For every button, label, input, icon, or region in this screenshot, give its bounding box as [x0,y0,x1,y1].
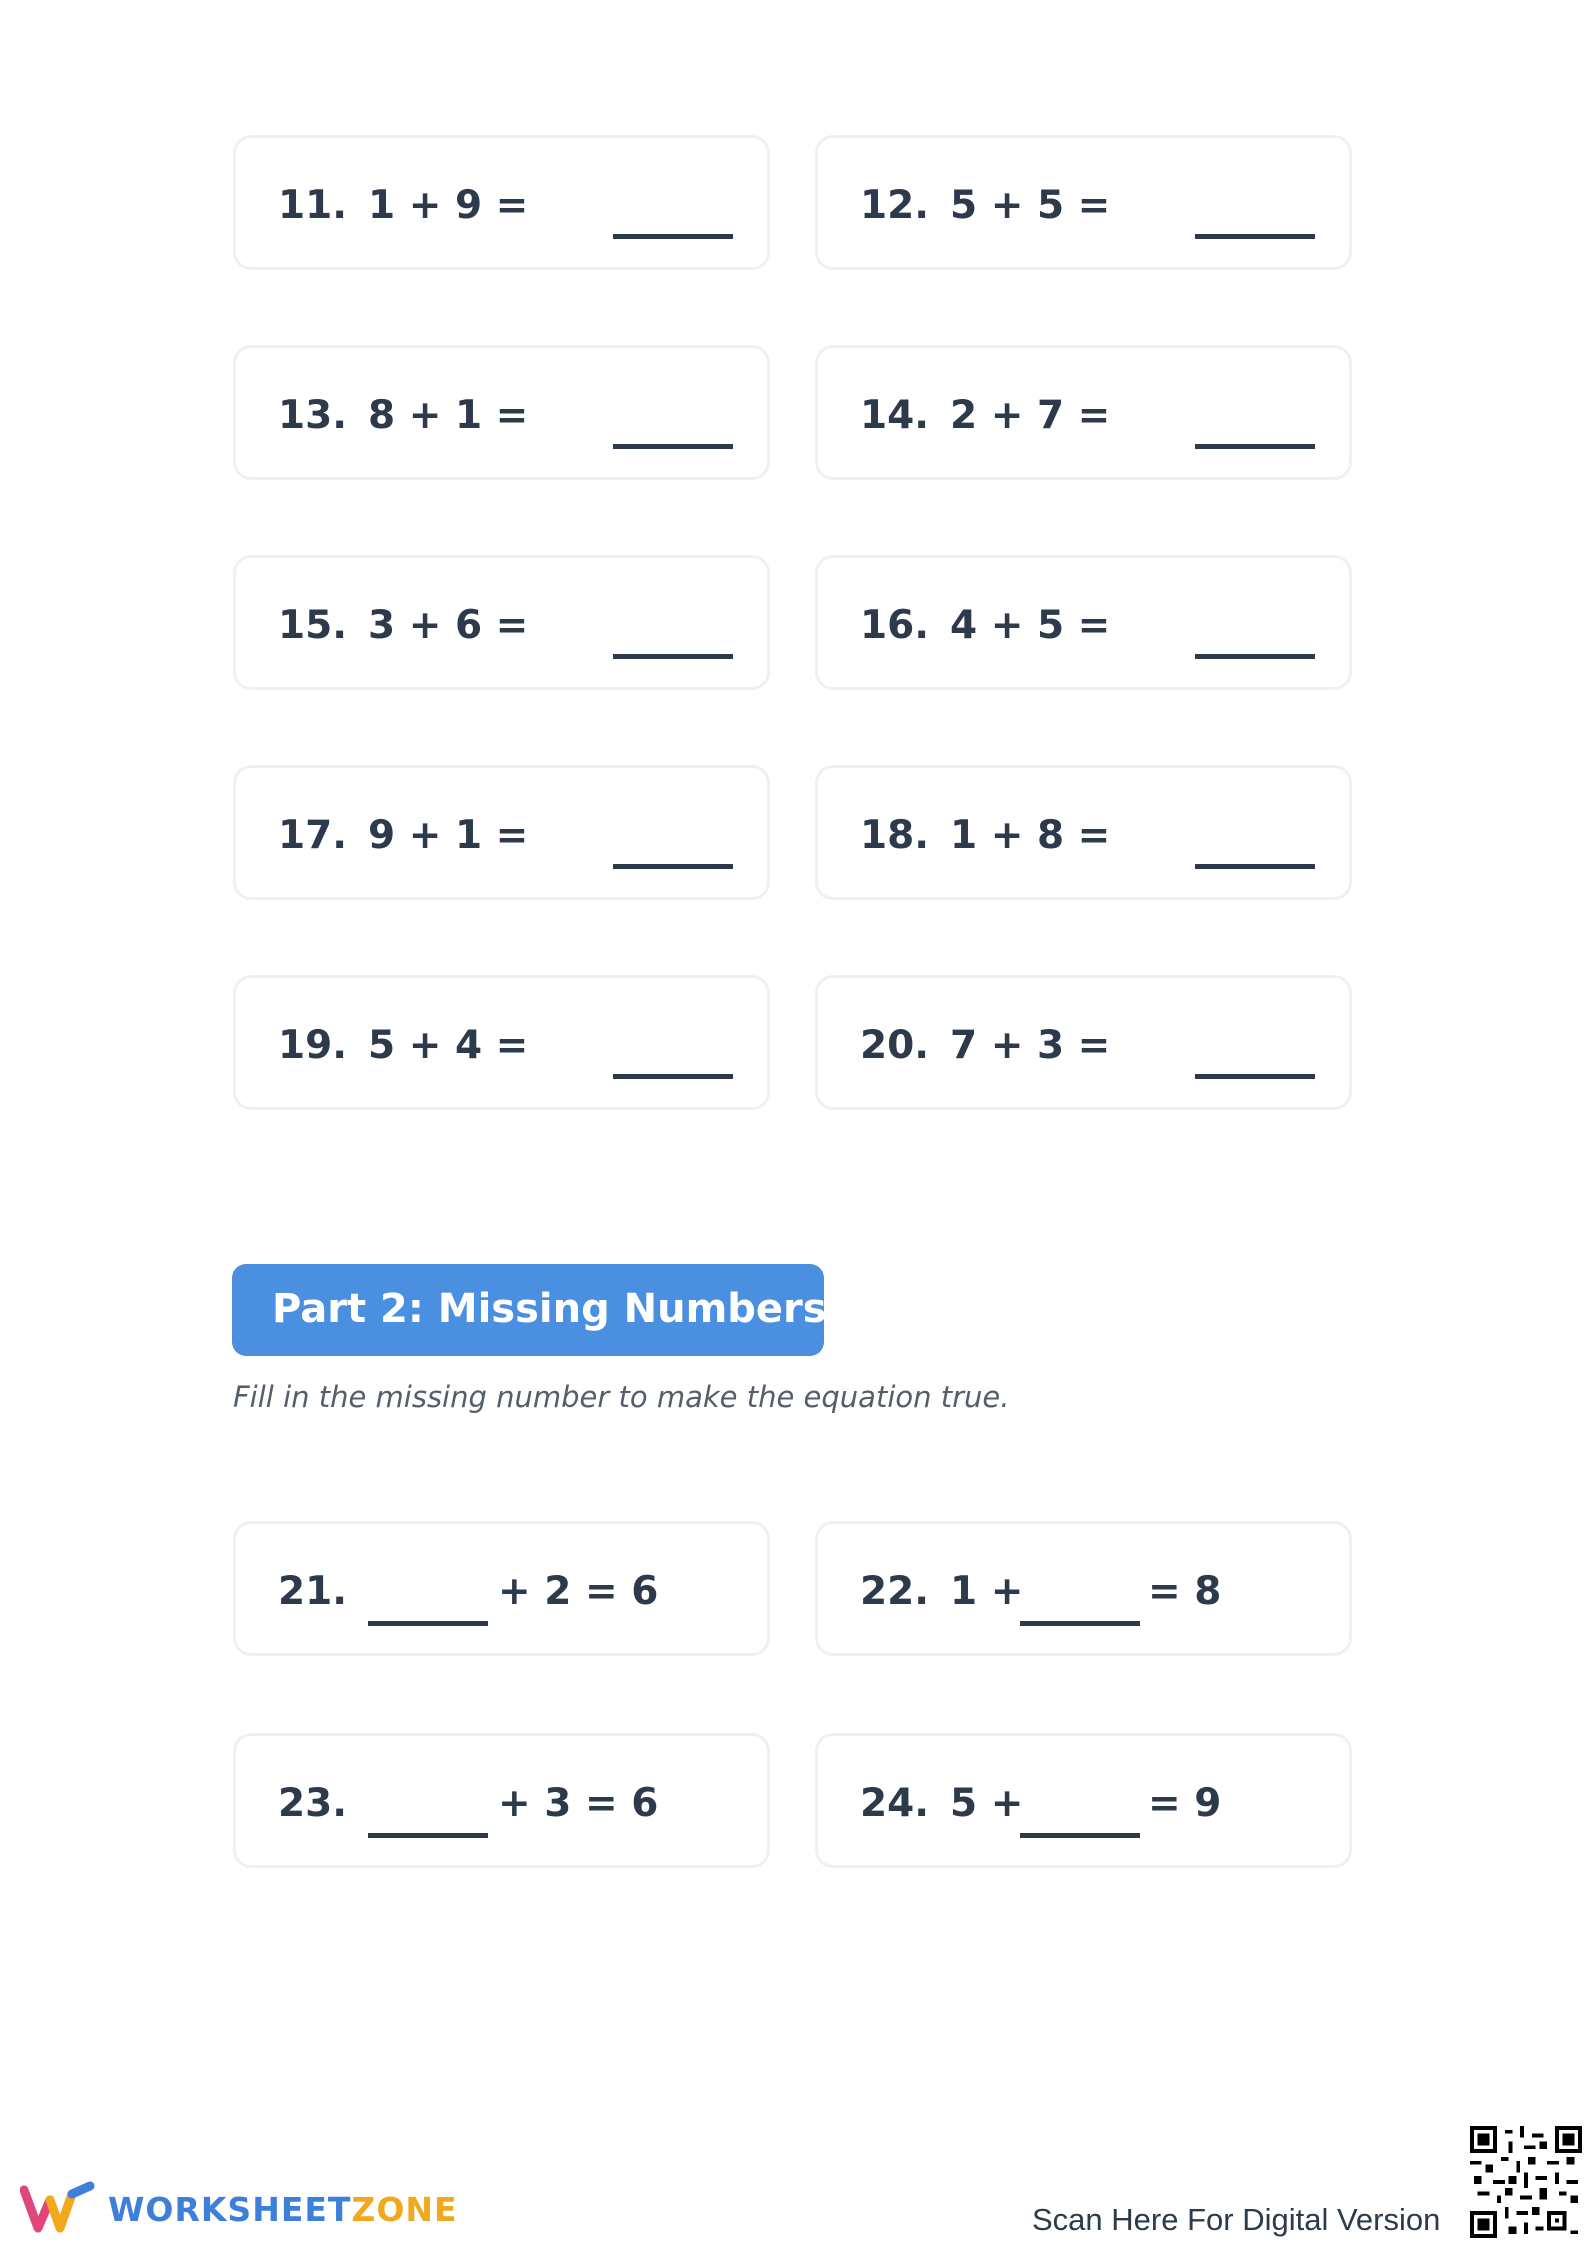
problem-card [233,345,770,480]
problem-card [233,555,770,690]
problem-card [233,135,770,270]
answer-blank[interactable] [1195,234,1315,239]
problem-expression: 3 + 6 = [368,603,529,648]
problem-number: 15. [278,603,348,648]
problem-number: 20. [860,1023,930,1068]
problem-number: 16. [860,603,930,648]
problem-number: 19. [278,1023,348,1068]
problem-expression: 5 + 4 = [368,1023,529,1068]
problem-expression: 4 + 5 = [950,603,1111,648]
answer-blank[interactable] [1195,444,1315,449]
answer-blank[interactable] [1020,1621,1140,1626]
answer-blank[interactable] [613,1074,733,1079]
section-header [232,1264,827,1356]
problem-card [815,345,1352,480]
section-instructions: Fill in the missing number to make the equation true. [233,1380,1010,1414]
answer-blank[interactable] [1195,864,1315,869]
answer-blank[interactable] [613,234,733,239]
problem-number: 14. [860,393,930,438]
problem-expression: 7 + 3 = [950,1023,1111,1068]
answer-blank[interactable] [613,864,733,869]
missing-number-card [233,1521,770,1656]
problem-number: 11. [278,183,348,228]
problem-card [815,765,1352,900]
answer-blank[interactable] [1195,654,1315,659]
brand-name-part1: WORKSHEET [108,2190,352,2229]
problem-number: 17. [278,813,348,858]
missing-number-card [233,1733,770,1868]
worksheetzone-logo-icon [20,2180,100,2235]
qr-code-icon[interactable] [1470,2126,1582,2238]
problem-number: 21. [278,1569,348,1614]
scan-text: Scan Here For Digital Version [1032,2202,1441,2237]
problem-expression-before: 1 + [950,1569,1024,1614]
problem-number: 12. [860,183,930,228]
answer-blank[interactable] [1020,1833,1140,1838]
problem-card [815,135,1352,270]
problem-expression: 1 + 8 = [950,813,1111,858]
problem-card [233,765,770,900]
problem-expression: 8 + 1 = [368,393,529,438]
problem-card [815,975,1352,1110]
problem-expression-after: + 3 = 6 [498,1781,659,1826]
brand-name [108,2190,458,2230]
problem-expression: 1 + 9 = [368,183,529,228]
problem-expression-after: + 2 = 6 [498,1569,659,1614]
brand-name-part2: ZONE [351,2190,458,2229]
problem-card [815,555,1352,690]
answer-blank[interactable] [613,444,733,449]
answer-blank[interactable] [1195,1074,1315,1079]
problem-number: 13. [278,393,348,438]
problem-expression: 9 + 1 = [368,813,529,858]
problem-number: 22. [860,1569,930,1614]
problem-expression: 5 + 5 = [950,183,1111,228]
missing-number-card [815,1733,1352,1868]
problem-number: 24. [860,1781,930,1826]
section-title: Part 2: Missing Numbers [272,1286,827,1332]
problem-expression-before: 5 + [950,1781,1024,1826]
problem-expression-after: = 8 [1148,1569,1222,1614]
answer-blank[interactable] [368,1833,488,1838]
problem-expression-after: = 9 [1148,1781,1222,1826]
problem-number: 18. [860,813,930,858]
answer-blank[interactable] [368,1621,488,1626]
problem-number: 23. [278,1781,348,1826]
answer-blank[interactable] [613,654,733,659]
problem-expression: 2 + 7 = [950,393,1111,438]
missing-number-card [815,1521,1352,1656]
problem-card [233,975,770,1110]
